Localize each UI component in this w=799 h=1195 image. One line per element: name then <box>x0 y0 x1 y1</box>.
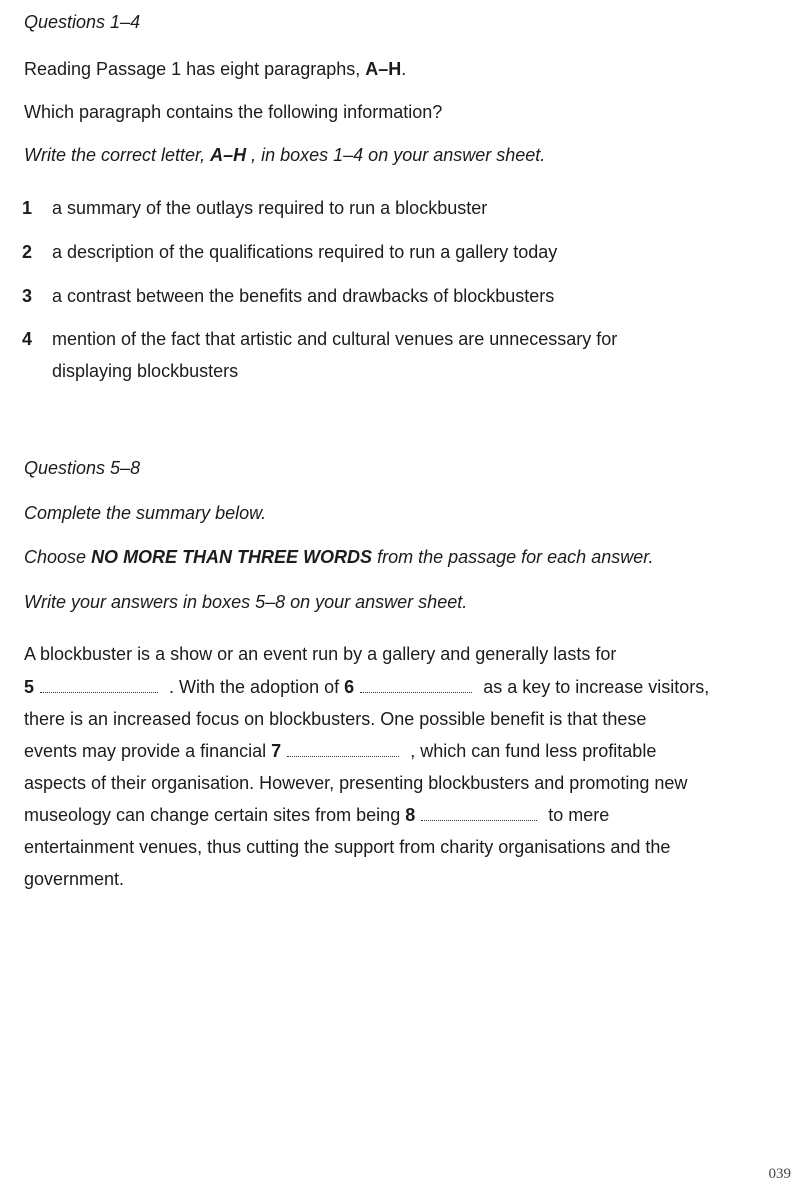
summary-text: , which can fund less profitable <box>410 741 657 761</box>
section1-instruction: Write the correct letter, A–H , in boxes 1–4 on your answer sheet. <box>24 145 546 165</box>
instr2-pre: Choose <box>24 547 87 567</box>
gap-number-6: 6 <box>344 677 355 697</box>
section1-question: Which paragraph contains the following information? <box>24 102 443 122</box>
question-text: a summary of the outlays required to run a blockbuster <box>52 198 488 218</box>
summary-line <box>24 735 656 767</box>
answer-gap-8[interactable] <box>421 806 537 821</box>
question-text-cont: displaying blockbusters <box>52 361 239 381</box>
question-number: 2 <box>22 242 33 262</box>
summary-text: events may provide a financial <box>24 741 267 761</box>
word-limit: NO MORE THAN THREE WORDS <box>91 547 373 567</box>
section1-heading: Questions 1–4 <box>24 12 141 32</box>
gap-number-8: 8 <box>405 805 416 825</box>
section2-heading: Questions 5–8 <box>24 458 141 478</box>
page-number: 039 <box>768 1166 791 1182</box>
summary-text: as a key to increase visitors, <box>483 677 710 697</box>
summary-text: to mere <box>548 805 610 825</box>
summary-line: aspects of their organisation. However, presenting blockbusters and promoting new <box>24 773 688 793</box>
section1-intro: Reading Passage 1 has eight paragraphs, A–H. <box>24 59 407 79</box>
gap-number-5: 5 <box>24 677 35 697</box>
answer-gap-6[interactable] <box>360 678 472 693</box>
summary-line: A blockbuster is a show or an event run by a gallery and generally lasts for <box>24 644 617 664</box>
summary-text: museology can change certain sites from being <box>24 805 401 825</box>
question-text: a description of the qualifications required to run a gallery today <box>52 242 558 262</box>
section2-instruction-3: Write your answers in boxes 5–8 on your answer sheet. <box>24 592 468 612</box>
summary-line <box>24 799 609 831</box>
instr-pre: Write the correct letter <box>24 145 201 165</box>
answer-gap-5[interactable] <box>40 678 158 693</box>
section2-instruction-1: Complete the summary below. <box>24 503 267 523</box>
intro-text: Reading Passage 1 has eight paragraphs <box>24 59 356 79</box>
summary-line: government. <box>24 869 125 889</box>
question-number: 3 <box>22 286 33 306</box>
question-item-4 <box>22 323 759 387</box>
summary-line <box>24 671 709 703</box>
section2-instruction-2 <box>24 541 759 573</box>
summary-line: entertainment venues, thus cutting the support from charity organisations and the <box>24 837 671 857</box>
question-text: mention of the fact that artistic and cultural venues are unnecessary for <box>52 329 618 349</box>
intro-range: A–H <box>365 59 402 79</box>
question-text: a contrast between the benefits and drawbacks of blockbusters <box>52 286 555 306</box>
gap-number-7: 7 <box>271 741 282 761</box>
instr-post: in boxes 1–4 on your answer sheet. <box>261 145 546 165</box>
summary-line: there is an increased focus on blockbusters. One possible benefit is that these <box>24 709 647 729</box>
summary-text: . With the adoption of <box>169 677 340 697</box>
question-number: 4 <box>22 329 33 349</box>
question-number: 1 <box>22 198 33 218</box>
instr-range: A–H <box>210 145 247 165</box>
instr2-post: from the passage for each answer. <box>377 547 654 567</box>
answer-gap-7[interactable] <box>287 742 399 757</box>
